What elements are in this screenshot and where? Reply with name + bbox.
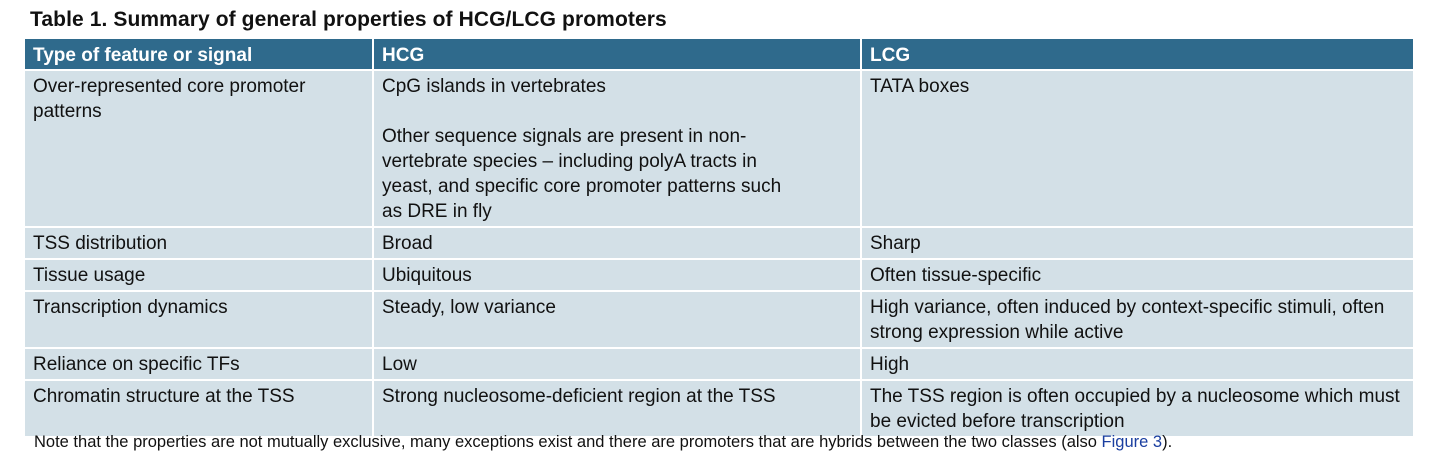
- table-row: [25, 291, 1413, 348]
- column-header-hcg: HCG: [373, 39, 861, 70]
- footnote-text: Note that the properties are not mutually exclusive, many exceptions exist and there are promoters that are hybrids between the two classes (also: [34, 433, 1102, 451]
- hcg-text: CpG islands in vertebrates: [382, 76, 606, 97]
- hcg-cell: Ubiquitous: [373, 259, 861, 291]
- feature-text: Over-represented core promoter patterns: [33, 76, 306, 122]
- feature-cell: Reliance on specific TFs: [25, 348, 373, 380]
- hcg-cell: Broad: [373, 227, 861, 259]
- hcg-cell: Steady, low variance: [373, 291, 861, 348]
- column-header-feature: Type of feature or signal: [25, 39, 373, 70]
- table-row: [25, 380, 1413, 437]
- lcg-cell: High: [861, 348, 1413, 380]
- table-row: [25, 70, 1413, 227]
- lcg-cell: The TSS region is often occupied by a nucleosome which must be evicted before transcription: [861, 380, 1413, 437]
- feature-cell: Transcription dynamics: [25, 291, 373, 348]
- lcg-cell: TATA boxes: [861, 70, 1413, 227]
- promoter-properties-table: [25, 39, 1413, 438]
- lcg-cell: Sharp: [861, 227, 1413, 259]
- hcg-cell: Low: [373, 348, 861, 380]
- lcg-cell: High variance, often induced by context-specific stimuli, often strong expression while active: [861, 291, 1413, 348]
- table-caption: Table 1. Summary of general properties of HCG/LCG promoters: [30, 8, 667, 31]
- hcg-extra-text: Other sequence signals are present in non-vertebrate species – including polyA tracts in yeast, and specific core promoter patterns such as DRE in fly: [382, 126, 782, 222]
- feature-cell: Chromatin structure at the TSS: [25, 380, 373, 437]
- table-row: [25, 259, 1413, 291]
- header-row: [25, 39, 1413, 70]
- footnote-suffix: ).: [1162, 433, 1173, 451]
- figure-3-link[interactable]: Figure 3: [1101, 433, 1163, 451]
- feature-cell: Tissue usage: [25, 259, 373, 291]
- table-row: [25, 227, 1413, 259]
- feature-cell: [25, 70, 373, 227]
- column-header-lcg: LCG: [861, 39, 1413, 70]
- lcg-cell: Often tissue-specific: [861, 259, 1413, 291]
- hcg-cell: [373, 70, 861, 227]
- hcg-cell: Strong nucleosome-deficient region at the TSS: [373, 380, 861, 437]
- table-footnote: [34, 431, 1172, 453]
- table-row: [25, 348, 1413, 380]
- feature-cell: TSS distribution: [25, 227, 373, 259]
